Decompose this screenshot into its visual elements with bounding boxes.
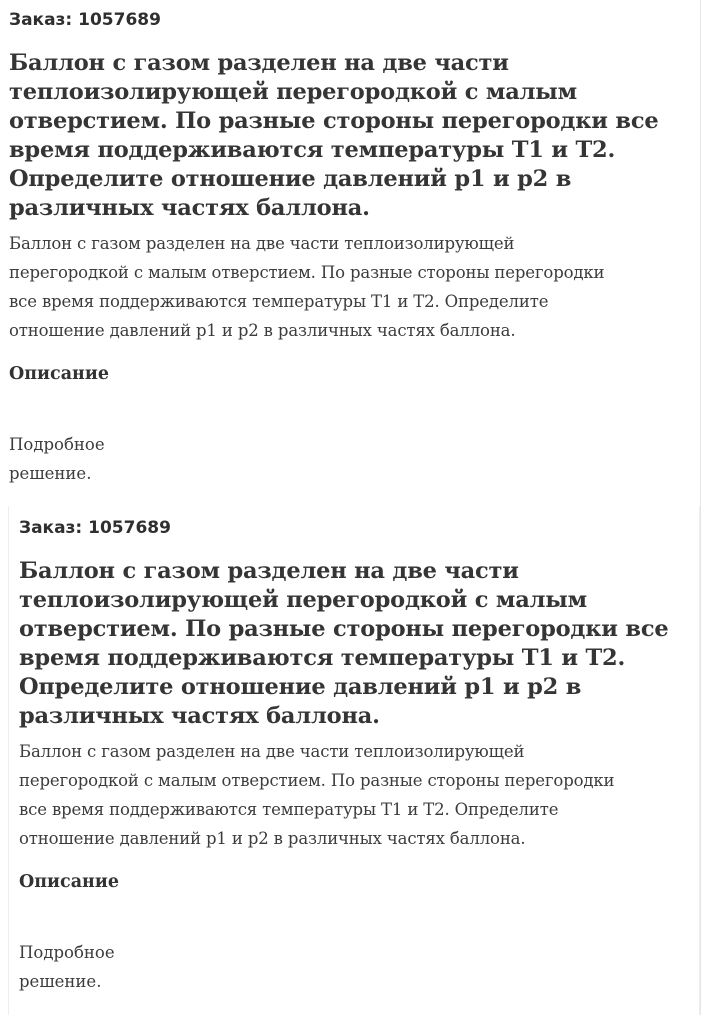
problem-text-line: перегородкой с малым отверстием. По разные стороны перегородки	[19, 771, 615, 790]
description-heading: Описание	[9, 364, 109, 384]
description-text	[9, 430, 692, 488]
problem-title: Баллон с газом разделен на две части теплоизолирующей перегородкой с малым отверстием. По разные стороны перегородки все время поддерживаются температуры Т1 и Т2. Определите отношение давлений p1 и p2 в различных частях баллона.	[9, 50, 659, 221]
problem-text-line: Баллон с газом разделен на две части теплоизолирующей	[9, 234, 515, 253]
problem-text-line: все время поддерживаются температуры Т1 и Т2. Определите	[9, 292, 549, 311]
problem-text-line: отношение давлений p1 и p2 в различных частях баллона.	[9, 321, 516, 340]
problem-text	[19, 737, 691, 853]
description-line: решение.	[19, 972, 102, 991]
description-line: решение.	[9, 464, 92, 483]
order-card	[8, 506, 700, 1015]
problem-title: Баллон с газом разделен на две части теплоизолирующей перегородкой с малым отверстием. По разные стороны перегородки все время поддерживаются температуры Т1 и Т2. Определите отношение давлений p1 и p2 в различных частях баллона.	[19, 558, 669, 729]
description-line: Подробное	[9, 435, 105, 454]
order-number: Заказ: 1057689	[19, 518, 171, 538]
problem-text-line: все время поддерживаются температуры Т1 и Т2. Определите	[19, 800, 559, 819]
problem-text	[9, 229, 692, 345]
description-line: Подробное	[19, 943, 115, 962]
problem-text-line: Баллон с газом разделен на две части теплоизолирующей	[19, 742, 525, 761]
description-text	[19, 938, 691, 996]
problem-text-line: отношение давлений p1 и p2 в различных частях баллона.	[19, 829, 526, 848]
description-heading: Описание	[19, 872, 119, 892]
order-card	[0, 0, 700, 488]
problem-text-line: перегородкой с малым отверстием. По разные стороны перегородки	[9, 263, 605, 282]
order-number: Заказ: 1057689	[9, 10, 161, 30]
